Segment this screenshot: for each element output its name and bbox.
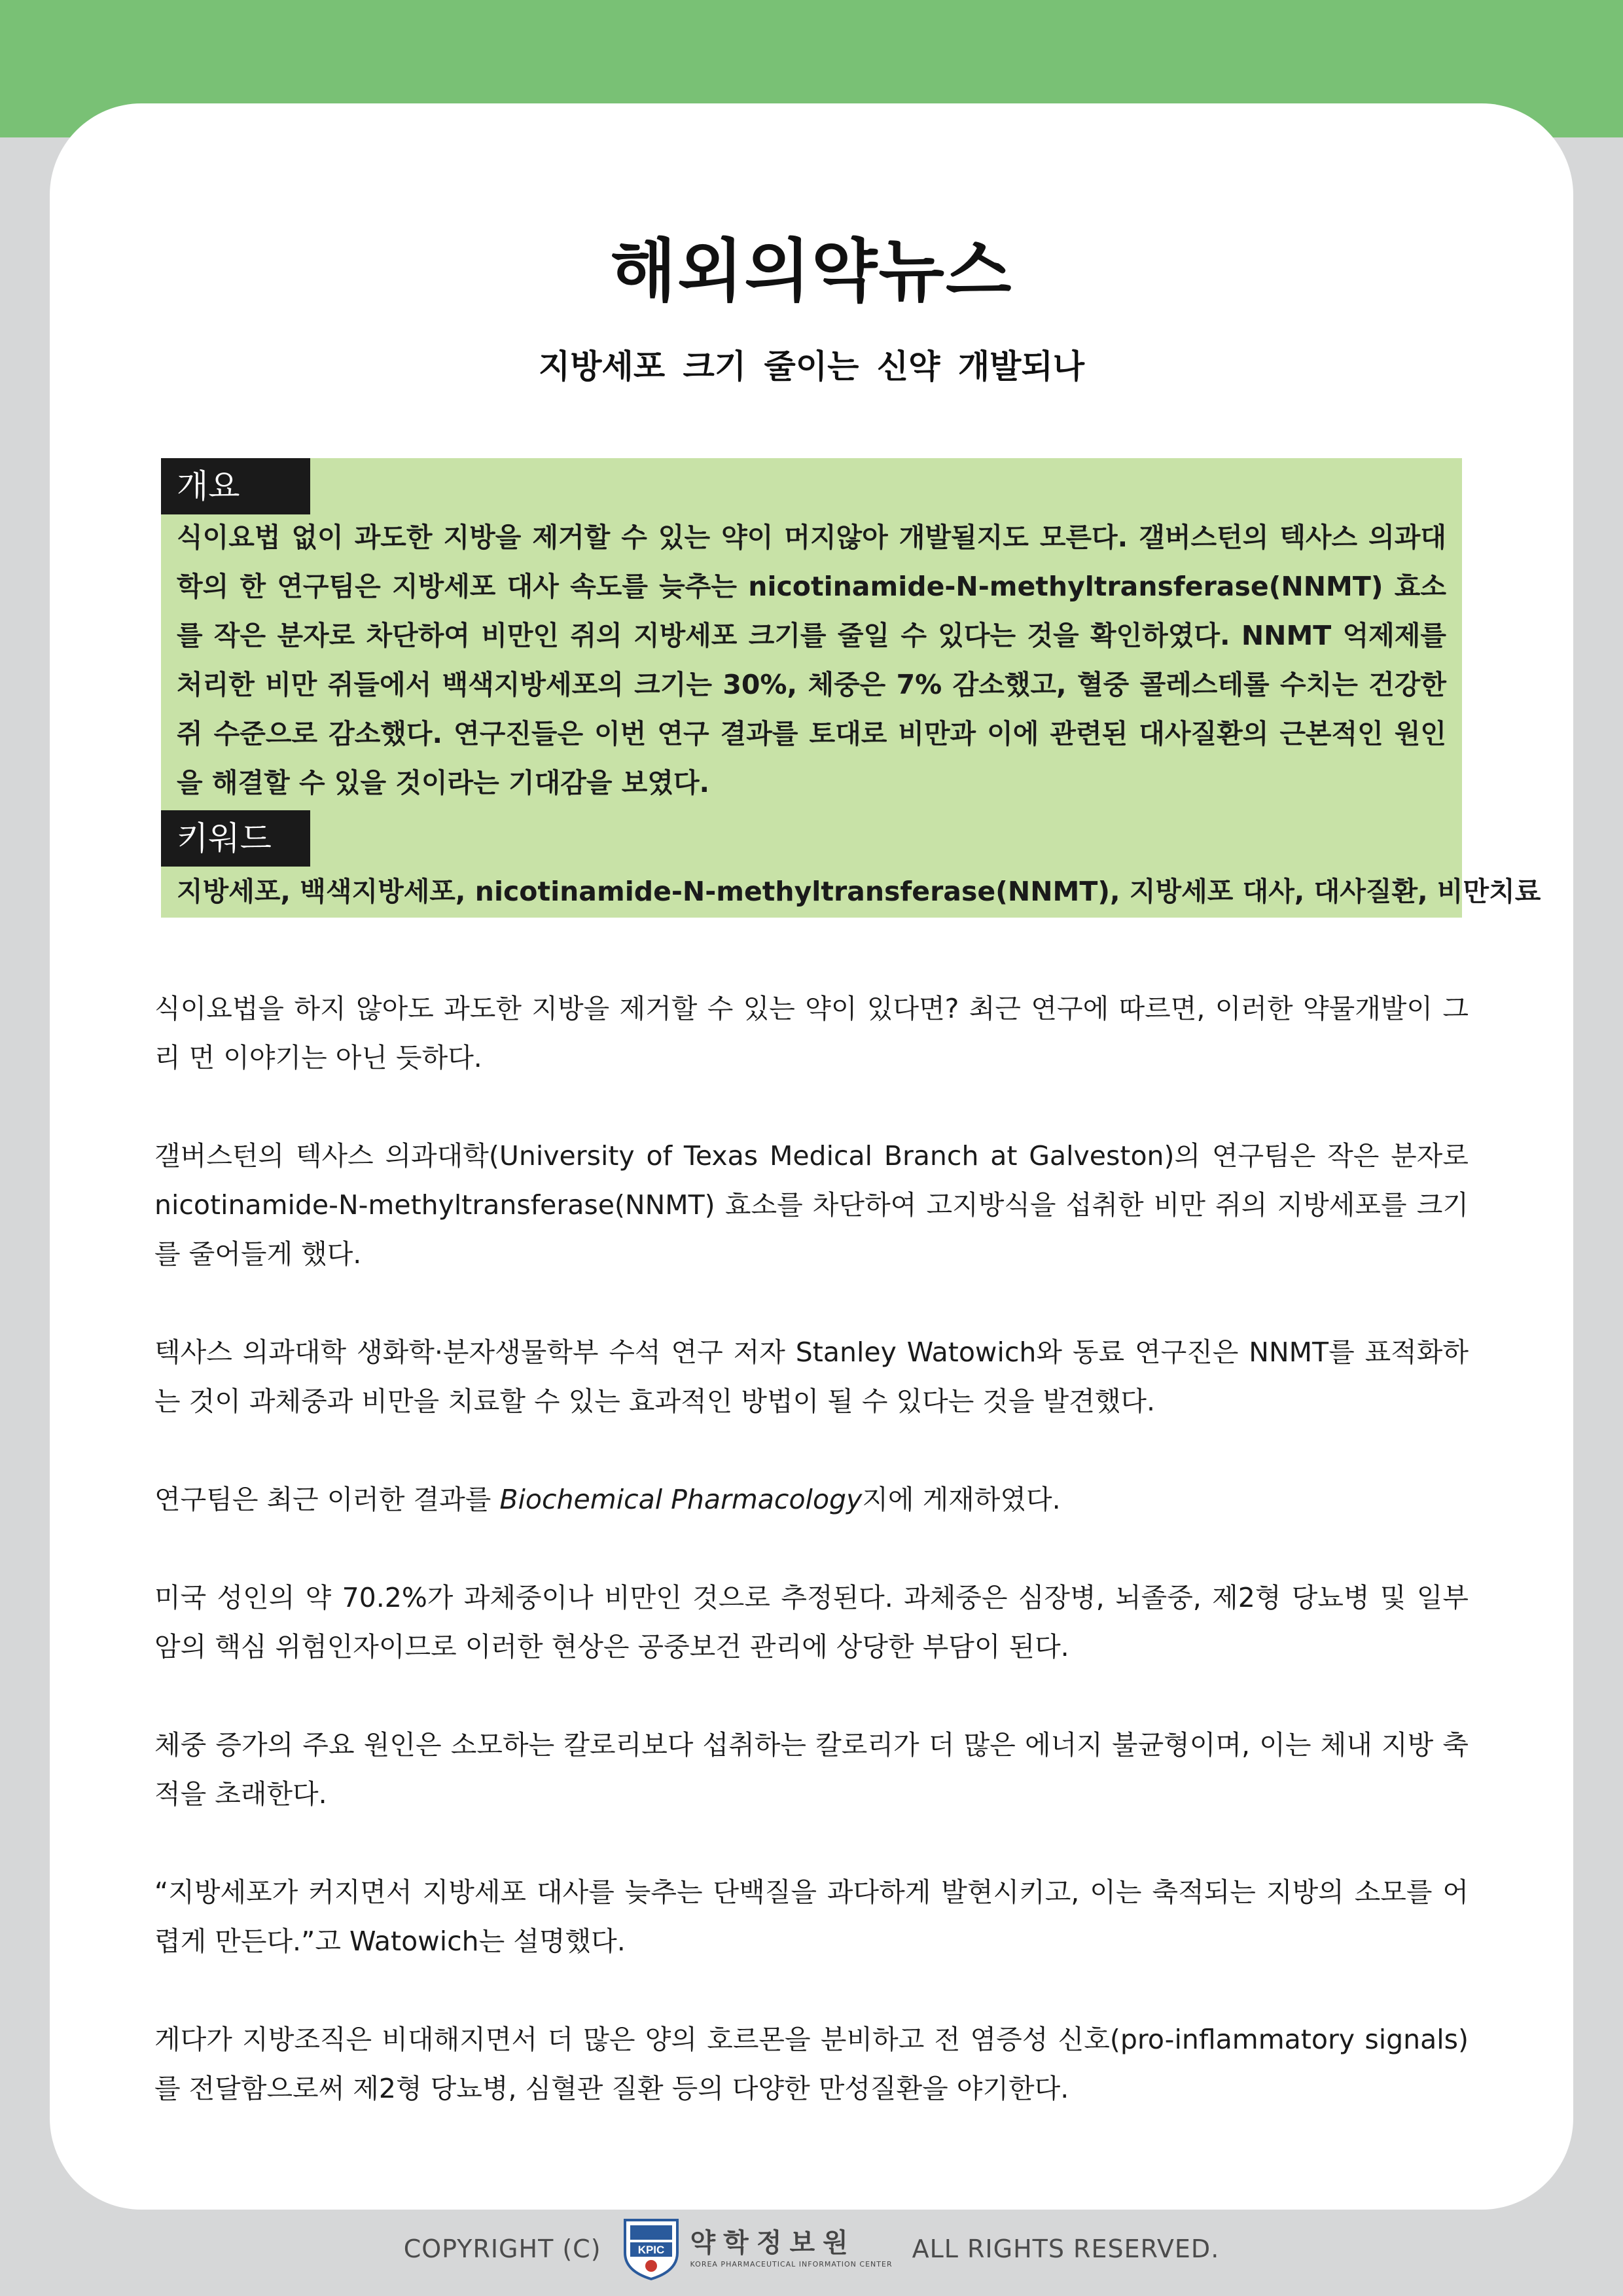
- copyright-text: COPYRIGHT (C): [403, 2234, 601, 2263]
- logo-korean-name: 약학정보원: [690, 2228, 856, 2258]
- footer: [0, 2216, 1623, 2282]
- kpic-logo: [621, 2216, 893, 2282]
- summary-box: [161, 458, 1541, 918]
- rights-text: ALL RIGHTS RESERVED.: [912, 2234, 1220, 2263]
- logo-badge: KPIC: [637, 2244, 664, 2256]
- article-body: [154, 984, 1469, 2162]
- publication-text-before: 연구팀은 최근 이러한 결과를: [154, 1484, 500, 1515]
- keywords-label: 키워드: [161, 810, 310, 867]
- page-title: 해외의약뉴스: [610, 231, 1013, 311]
- paragraph-chronic-disease: 게다가 지방조직은 비대해지면서 더 많은 양의 호르몬을 분비하고 전 염증성 신호(pro-inflammatory signals)를 전달함으로써 제2형 당뇨병, 심혈관 질환 등의 다양한 만성질환을 야기한다.: [154, 2024, 1469, 2104]
- kpic-shield-icon: [621, 2216, 681, 2282]
- overview-label: 개요: [161, 458, 310, 514]
- paragraph-publication: [154, 1475, 1469, 1524]
- paragraph-quote: “지방세포가 커지면서 지방세포 대사를 늦추는 단백질을 과다하게 발현시키고, 이는 축적되는 지방의 소모를 어렵게 만든다.”고 Watowich는 설명했다.: [154, 1876, 1469, 1957]
- article-title: 지방세포 크기 줄이는 신약 개발되나: [538, 348, 1085, 386]
- paragraph-intro: 식이요법을 하지 않아도 과도한 지방을 제거할 수 있는 약이 있다면? 최근 연구에 따르면, 이러한 약물개발이 그리 먼 이야기는 아닌 듯하다.: [154, 993, 1469, 1073]
- logo-english-name: KOREA PHARMACEUTICAL INFORMATION CENTER: [690, 2260, 893, 2269]
- keywords-text: 지방세포, 백색지방세포, nicotinamide-N-methyltransferase(NNMT), 지방세포 대사, 대사질환, 비만치료: [177, 876, 1541, 907]
- paragraph-watowich: 텍사스 의과대학 생화학·분자생물학부 수석 연구 저자 Stanley Watowich와 동료 연구진은 NNMT를 표적화하는 것이 과체중과 비만을 치료할 수 있는 효과적인 방법이 될 수 있다는 것을 발견했다.: [154, 1336, 1469, 1417]
- logo-wordmark: [690, 2227, 893, 2270]
- paragraph-obesity-rate: 미국 성인의 약 70.2%가 과체중이나 비만인 것으로 추정된다. 과체중은 심장병, 뇌졸중, 제2형 당뇨병 및 일부 암의 핵심 위험인자이므로 이러한 현상은 공중보건 관리에 상당한 부담이 된다.: [154, 1582, 1469, 1662]
- paragraph-energy-imbalance: 체중 증가의 주요 원인은 소모하는 칼로리보다 섭취하는 칼로리가 더 많은 에너지 불균형이며, 이는 체내 지방 축적을 초래한다.: [154, 1729, 1469, 1810]
- paragraph-research-team: 갤버스턴의 텍사스 의과대학(University of Texas Medical Branch at Galveston)의 연구팀은 작은 분자로 nicotinamide-N-methyltransferase(NNMT) 효소를 차단하여 고지방식을 섭취한 비만 쥐의 지방세포를 크기를 줄어들게 했다.: [154, 1140, 1469, 1270]
- publication-text-after: 지에 게재하였다.: [862, 1484, 1061, 1515]
- overview-text: 식이요법 없이 과도한 지방을 제거할 수 있는 약이 머지않아 개발될지도 모른다. 갤버스턴의 텍사스 의과대학의 한 연구팀은 지방세포 대사 속도를 늦추는 nicotinamide-N-methyltransferase(NNMT) 효소를 작은 분자로 차단하여 비만인 쥐의 지방세포 크기를 줄일 수 있다는 것을 확인하였다. NNMT 억제제를 처리한 비만 쥐들에서 백색지방세포의 크기는 30%, 체중은 7% 감소했고, 혈중 콜레스테롤 수치는 건강한 쥐 수준으로 감소했다. 연구진들은 이번 연구 결과를 토대로 비만과 이에 관련된 대사질환의 근본적인 원인을 해결할 수 있을 것이라는 기대감을 보였다.: [177, 522, 1446, 798]
- journal-name: Biochemical Pharmacology: [499, 1484, 863, 1515]
